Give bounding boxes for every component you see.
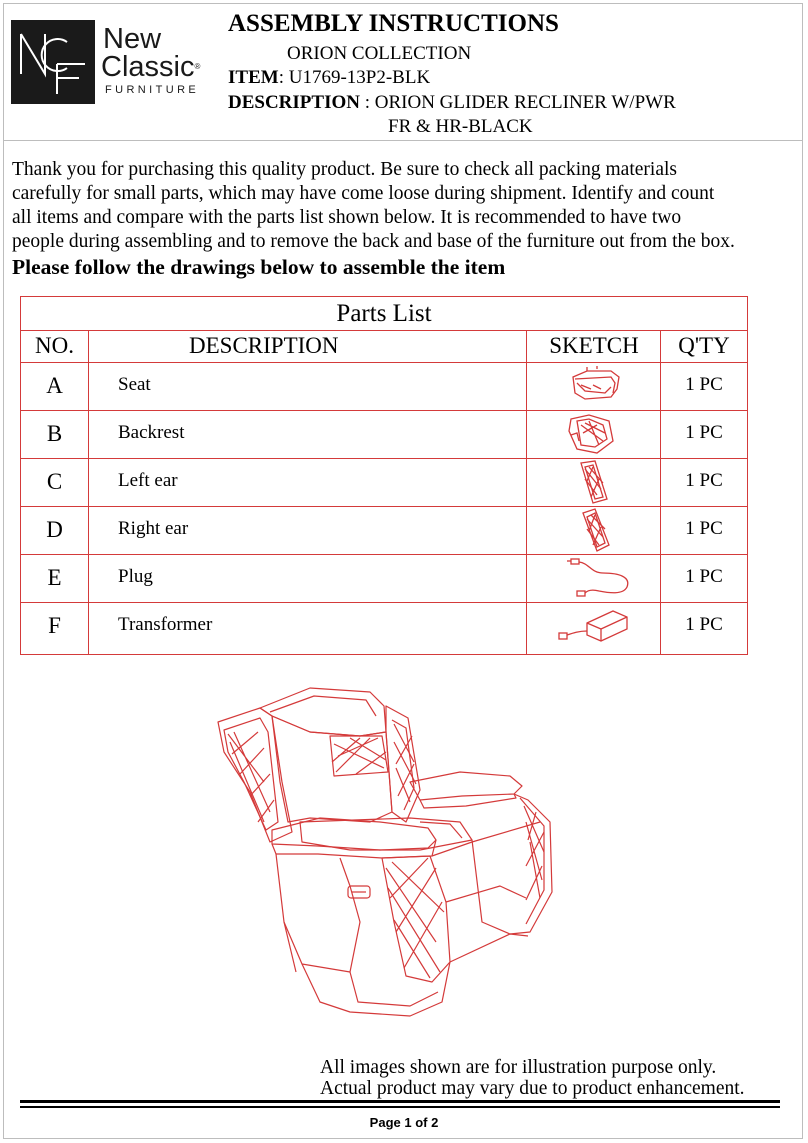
backrest-sketch-icon — [527, 411, 661, 457]
logo-word-furniture: FURNITURE — [105, 84, 200, 96]
column-divider — [88, 331, 89, 654]
logo-word-classic: Classic® — [101, 51, 201, 83]
part-qty: 1 PC — [685, 470, 723, 491]
collection-name: ORION COLLECTION — [287, 43, 472, 64]
ncf-monogram-icon — [11, 20, 95, 104]
item-number: ITEM: U1769-13P2-BLK — [228, 67, 431, 88]
part-no: D — [46, 517, 63, 542]
intro-line: Thank you for purchasing this quality product. Be sure to check all packing materials — [12, 159, 677, 180]
table-row — [21, 459, 747, 507]
disclaimer-line: Actual product may vary due to product enhancement. — [320, 1078, 745, 1099]
part-no: A — [46, 373, 63, 398]
table-row — [21, 555, 747, 603]
part-no: C — [46, 469, 63, 494]
item-description: DESCRIPTION : ORION GLIDER RECLINER W/PWR — [228, 92, 676, 113]
assembly-instruction: Please follow the drawings below to assemble the item — [12, 255, 506, 279]
part-description: Left ear — [118, 470, 178, 491]
left-ear-sketch-icon — [527, 459, 661, 505]
part-description: Backrest — [118, 422, 185, 443]
illustration-disclaimer — [320, 1057, 745, 1099]
new-classic-furniture-logo — [11, 20, 211, 104]
intro-line: all items and compare with the parts list shown below. It is recommended to have two — [12, 207, 682, 228]
part-qty: 1 PC — [685, 374, 723, 395]
table-row — [21, 363, 747, 411]
column-divider — [526, 331, 527, 654]
seat-sketch-icon — [527, 363, 661, 409]
right-ear-sketch-icon — [527, 507, 661, 553]
header-sketch: SKETCH — [549, 333, 639, 358]
plug-sketch-icon — [527, 555, 661, 601]
part-no: B — [46, 421, 63, 446]
part-no: F — [48, 613, 61, 638]
table-row — [21, 507, 747, 555]
table-row — [21, 411, 747, 459]
part-qty: 1 PC — [685, 422, 723, 443]
table-row — [21, 603, 747, 651]
logo-wordmark — [101, 24, 213, 102]
transformer-sketch-icon — [527, 603, 661, 649]
recliner-chair-illustration — [210, 672, 590, 1024]
footer-rule — [20, 1106, 780, 1108]
header-divider — [3, 140, 803, 141]
part-qty: 1 PC — [685, 518, 723, 539]
part-no: E — [47, 565, 62, 590]
item-description-line2: FR & HR-BLACK — [388, 116, 533, 137]
part-description: Right ear — [118, 518, 189, 539]
header-description: DESCRIPTION — [189, 333, 339, 358]
part-description: Plug — [118, 566, 153, 587]
parts-list-title: Parts List — [21, 297, 747, 331]
disclaimer-line: All images shown are for illustration purpose only. — [320, 1057, 717, 1078]
part-description: Transformer — [118, 614, 213, 635]
header-qty: Q'TY — [678, 333, 730, 358]
intro-line: carefully for small parts, which may have come loose during shipment. Identify and count — [12, 183, 715, 204]
footer-rule — [20, 1100, 780, 1103]
parts-list-table — [20, 296, 748, 655]
parts-list-header-row — [21, 331, 747, 363]
intro-line: people during assembling and to remove the back and base of the furniture out from the box. — [12, 231, 735, 252]
part-qty: 1 PC — [685, 614, 723, 635]
header-no: NO. — [35, 333, 74, 358]
logo-word-new: New — [103, 23, 162, 55]
part-description: Seat — [118, 374, 151, 395]
part-qty: 1 PC — [685, 566, 723, 587]
column-divider — [660, 331, 661, 654]
page-number: Page 1 of 2 — [369, 1115, 439, 1130]
intro-paragraph — [12, 158, 804, 254]
document-title: ASSEMBLY INSTRUCTIONS — [228, 10, 559, 37]
